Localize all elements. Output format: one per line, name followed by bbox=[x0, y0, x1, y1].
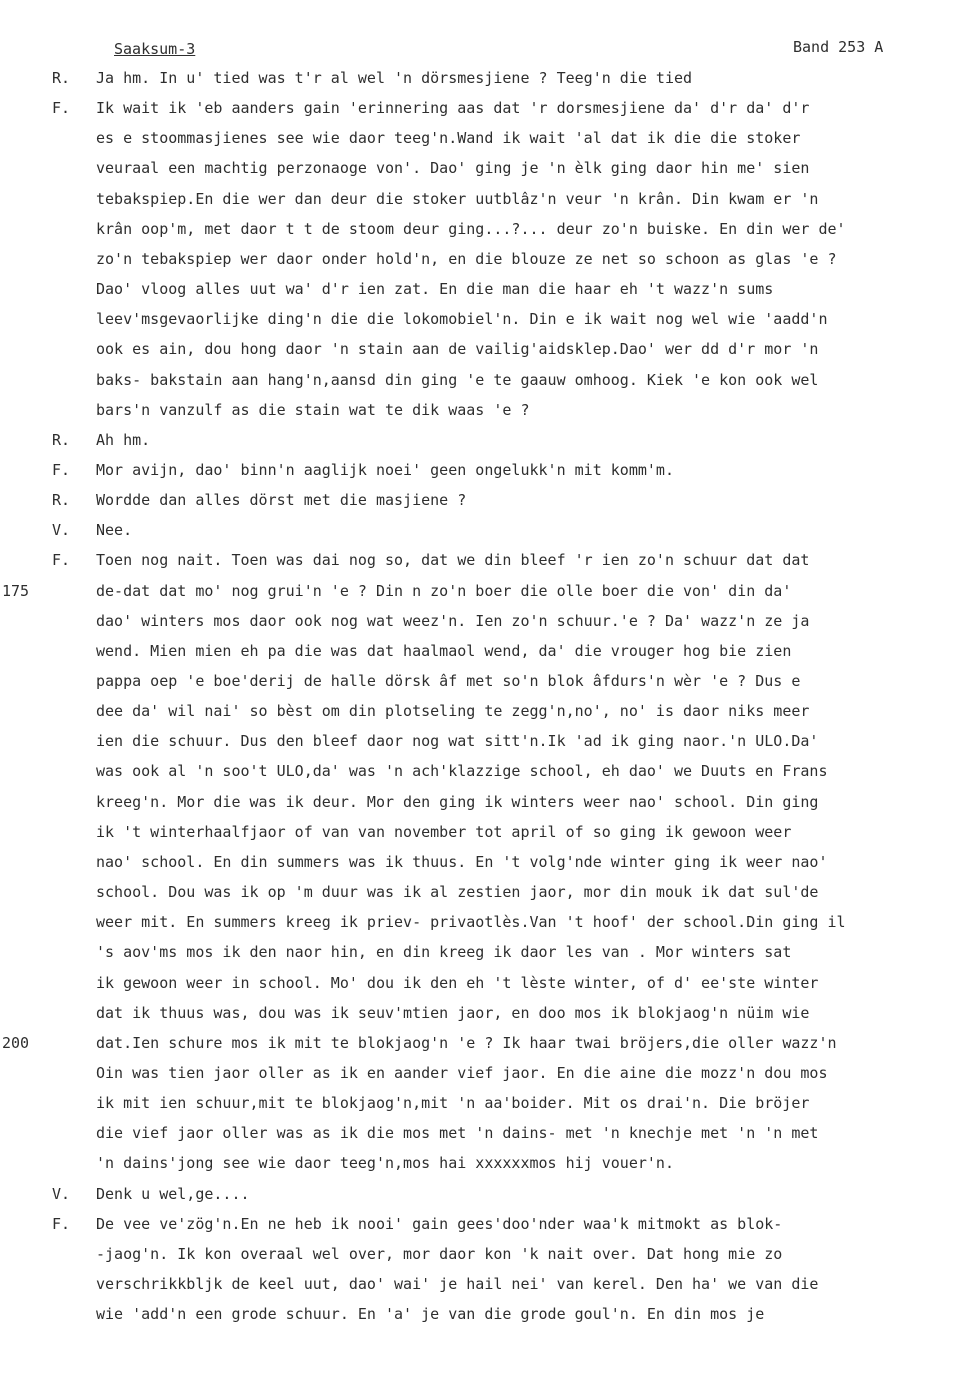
transcript-line bbox=[0, 244, 973, 274]
transcript-line bbox=[0, 515, 973, 545]
transcript-text: bars'n vanzulf as die stain wat te dik waas 'e ? bbox=[96, 400, 530, 419]
transcript-text: ik gewoon weer in school. Mo' dou ik den eh 't lèste winter, of d' ee'ste winter bbox=[96, 973, 819, 992]
transcript-line bbox=[0, 787, 973, 817]
transcript-line bbox=[0, 1058, 973, 1088]
transcript-line bbox=[0, 877, 973, 907]
transcript-line bbox=[0, 63, 973, 93]
transcript-text: dat ik thuus was, dou was ik seuv'mtien jaor, en doo mos ik blokjaog'n nüim wie bbox=[96, 1003, 810, 1022]
transcript-text: Oin was tien jaor oller as ik en aander vief jaor. En die aine die mozz'n dou mos bbox=[96, 1063, 828, 1082]
transcript-text: nao' school. En din summers was ik thuus. En 't volg'nde winter ging ik weer nao' bbox=[96, 852, 828, 871]
transcript-text: kreeg'n. Mor die was ik deur. Mor den ging ik winters weer nao' school. Din ging bbox=[96, 792, 819, 811]
transcript-line bbox=[0, 1299, 973, 1329]
transcript-line bbox=[0, 998, 973, 1028]
line-number: 200 bbox=[2, 1033, 30, 1052]
transcript-line bbox=[0, 576, 973, 606]
transcript-text: dee da' wil nai' so bèst om din plotseling te zegg'n,no', no' is daor niks meer bbox=[96, 702, 810, 721]
transcript-line bbox=[0, 93, 973, 123]
transcript-text: baks- bakstain aan hang'n,aansd din ging 'e te gaauw omhoog. Kiek 'e kon ook wel bbox=[96, 370, 819, 389]
transcript-line bbox=[0, 1118, 973, 1148]
transcript-line bbox=[0, 455, 973, 485]
transcript-line bbox=[0, 847, 973, 877]
speaker-label: V. bbox=[52, 521, 71, 540]
transcript-text: Toen nog nait. Toen was dai nog so, dat we din bleef 'r ien zo'n schuur dat dat bbox=[96, 551, 810, 570]
transcript-line bbox=[0, 696, 973, 726]
transcript-line bbox=[0, 274, 973, 304]
transcript-line bbox=[0, 184, 973, 214]
document-section-label: Saaksum-3 bbox=[114, 40, 196, 58]
speaker-label: F. bbox=[52, 1214, 71, 1233]
transcript-text: Mor avijn, dao' binn'n aaglijk noei' geen ongelukk'n mit komm'm. bbox=[96, 460, 674, 479]
transcript-line bbox=[0, 1148, 973, 1178]
transcript-text: tebakspiep.En die wer dan deur die stoker uutblâz'n veur 'n krân. Din kwam er 'n bbox=[96, 189, 819, 208]
transcript-text: dao' winters mos daor ook nog wat weez'n. Ien zo'n schuur.'e ? Da' wazz'n ze ja bbox=[96, 611, 810, 630]
transcript-line bbox=[0, 726, 973, 756]
transcript-text: Nee. bbox=[96, 521, 133, 540]
transcript-text: ik mit ien schuur,mit te blokjaog'n,mit 'n aa'boider. Mit os drai'n. Die bröjer bbox=[96, 1094, 810, 1113]
transcript-line bbox=[0, 334, 973, 364]
transcript-text: ien die schuur. Dus den bleef daor nog wat sitt'n.Ik 'ad ik ging naor.'n ULO.Da' bbox=[96, 732, 819, 751]
transcript-line bbox=[0, 1209, 973, 1239]
transcript-text: es e stoommasjienes see wie daor teeg'n.Wand ik wait 'al dat ik die die stoker bbox=[96, 129, 801, 148]
speaker-label: R. bbox=[52, 69, 71, 87]
transcript-line bbox=[0, 545, 973, 575]
transcript-text: 's aov'ms mos ik den naor hin, en din kreeg ik daor les van . Mor winters sat bbox=[96, 943, 792, 962]
transcript-text: pappa oep 'e boe'derij de halle dörsk âf met so'n blok âfdurs'n wèr 'e ? Dus e bbox=[96, 672, 801, 690]
transcript-text: ook es ain, dou hong daor 'n stain aan de vailig'aidsklep.Dao' wer dd d'r mor 'n bbox=[96, 340, 819, 359]
transcript-text: Ik wait ik 'eb aanders gain 'erinnering aas dat 'r dorsmesjiene da' d'r da' d'r bbox=[96, 99, 810, 118]
transcript-line bbox=[0, 1179, 973, 1209]
transcript-line bbox=[0, 1088, 973, 1118]
transcript-text: was ook al 'n soo't ULO,da' was 'n ach'klazzige school, eh dao' we Duuts en Frans bbox=[96, 762, 828, 781]
speaker-label: R. bbox=[52, 491, 71, 510]
transcript-text: -jaog'n. Ik kon overaal wel over, mor daor kon 'k nait over. Dat hong mie zo bbox=[96, 1244, 783, 1263]
transcript-line bbox=[0, 636, 973, 666]
transcript-line bbox=[0, 365, 973, 395]
transcript-text: Denk u wel,ge.... bbox=[96, 1184, 250, 1203]
tape-label: Band 253 A bbox=[793, 38, 884, 56]
transcript-line bbox=[0, 123, 973, 153]
transcript-text: Dao' vloog alles uut wa' d'r ien zat. En die man die haar eh 't wazz'n sums bbox=[96, 280, 774, 299]
transcript-text: Wordde dan alles dörst met die masjiene ? bbox=[96, 491, 467, 510]
transcript-text: ik 't winterhaalfjaor of van van november tot april of so ging ik gewoon weer bbox=[96, 822, 792, 841]
transcript-line bbox=[0, 756, 973, 786]
transcript-line bbox=[0, 907, 973, 937]
transcript-text: de-dat dat mo' nog grui'n 'e ? Din n zo'n boer die olle boer die von' din da' bbox=[96, 581, 792, 600]
transcript-text: leev'msgevaorlijke ding'n die die lokomobiel'n. Din e ik wait nog wel wie 'aadd'n bbox=[96, 310, 828, 329]
transcript-line bbox=[0, 304, 973, 334]
line-number: 175 bbox=[2, 581, 30, 600]
transcript-text: krân oop'm, met daor t t de stoom deur ging...?... deur zo'n buiske. En din wer de' bbox=[96, 219, 846, 238]
transcript-line bbox=[0, 1269, 973, 1299]
transcript-line bbox=[0, 425, 973, 455]
transcript-line bbox=[0, 1239, 973, 1269]
transcript-text: Ah hm. bbox=[96, 430, 151, 449]
transcript-text: dat.Ien schure mos ik mit te blokjaog'n 'e ? Ik haar twai bröjers,die oller wazz'n bbox=[96, 1033, 837, 1052]
transcript-text: weer mit. En summers kreeg ik priev- privaotlès.Van 't hoof' der school.Din ging il bbox=[96, 913, 846, 932]
transcript-text: school. Dou was ik op 'm duur was ik al zestien jaor, mor din mouk ik dat sul'de bbox=[96, 883, 819, 902]
transcript-line bbox=[0, 937, 973, 967]
transcript-text: De vee ve'zög'n.En ne heb ik nooi' gain gees'doo'nder waa'k mitmokt as blok- bbox=[96, 1214, 783, 1233]
transcript-line bbox=[0, 153, 973, 183]
speaker-label: F. bbox=[52, 460, 71, 479]
speaker-label: F. bbox=[52, 99, 71, 118]
transcript-text: verschrikkbljk de keel uut, dao' wai' je hail nei' van kerel. Den ha' we van die bbox=[96, 1275, 819, 1293]
speaker-label: F. bbox=[52, 551, 71, 570]
transcript-line bbox=[0, 485, 973, 515]
transcript-line bbox=[0, 1028, 973, 1058]
transcript-text: wie 'add'n een grode schuur. En 'a' je van die grode goul'n. En din mos je bbox=[96, 1305, 765, 1324]
transcript-text: Ja hm. In u' tied was t'r al wel 'n dörsmesjiene ? Teeg'n die tied bbox=[96, 69, 693, 87]
transcript-text: 'n dains'jong see wie daor teeg'n,mos hai xxxxxxmos hij vouer'n. bbox=[96, 1154, 674, 1173]
transcript-text: wend. Mien mien eh pa die was dat haalmaol wend, da' die vrouger hog bie zien bbox=[96, 641, 792, 660]
transcript-text: die vief jaor oller was as ik die mos met 'n dains- met 'n knechje met 'n 'n met bbox=[96, 1124, 819, 1143]
transcript-line bbox=[0, 395, 973, 425]
transcript-text: veuraal een machtig perzonaoge von'. Dao' ging je 'n èlk ging daor hin me' sien bbox=[96, 159, 810, 178]
transcript-line bbox=[0, 666, 973, 696]
transcript-line bbox=[0, 968, 973, 998]
speaker-label: V. bbox=[52, 1184, 71, 1203]
transcript-text: zo'n tebakspiep wer daor onder hold'n, en die blouze ze net so schoon as glas 'e ? bbox=[96, 249, 837, 268]
transcript-line bbox=[0, 606, 973, 636]
transcript-line bbox=[0, 817, 973, 847]
speaker-label: R. bbox=[52, 430, 71, 449]
transcript-line bbox=[0, 214, 973, 244]
